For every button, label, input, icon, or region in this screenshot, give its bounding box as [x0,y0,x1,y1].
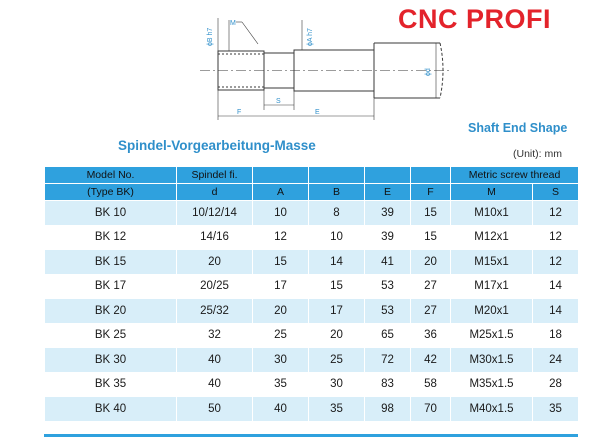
table-cell: 58 [411,372,451,397]
table-cell: 42 [411,348,451,373]
table-row [45,397,579,422]
table-row [45,274,579,299]
table-cell: M25x1.5 [451,323,533,348]
table-cell: BK 17 [45,274,177,299]
page-title: Spindel-Vorgearbeitung-Masse [118,138,316,153]
table-cell: 35 [253,372,309,397]
table-cell: 30 [309,372,365,397]
table-cell: BK 25 [45,323,177,348]
table-cell: 25 [309,348,365,373]
table-cell: 50 [177,397,253,422]
table-row [45,201,579,226]
table-cell: 14/16 [177,225,253,250]
table-cell: BK 15 [45,250,177,275]
header-metric-screw-thread: Metric screw thread [451,167,579,184]
table-cell: 72 [365,348,411,373]
header-model-no: Model No. [45,167,177,184]
label-m: M [230,20,236,27]
table-cell: 12 [253,225,309,250]
table-cell: BK 10 [45,201,177,226]
unit-label: (Unit): mm [513,148,562,160]
table-cell: 15 [253,250,309,275]
header-spindel: Spindel fi. [177,167,253,184]
table-row [45,348,579,373]
table-row [45,299,579,324]
table-cell: M12x1 [451,225,533,250]
table-cell: 10 [309,225,365,250]
table-cell: 53 [365,299,411,324]
table-cell: 25/32 [177,299,253,324]
table-header-row-1 [45,167,579,184]
table-row [45,323,579,348]
table-cell: 83 [365,372,411,397]
table-cell: 12 [533,201,579,226]
table-cell: M35x1.5 [451,372,533,397]
table-cell: 12 [533,250,579,275]
header-empty [309,167,365,184]
table-cell: 27 [411,274,451,299]
table-cell: 53 [365,274,411,299]
table-cell: 15 [309,274,365,299]
header-type-bk: (Type BK) [45,184,177,201]
table-cell: 98 [365,397,411,422]
table-cell: 18 [533,323,579,348]
table-cell: 17 [253,274,309,299]
table-cell: M40x1.5 [451,397,533,422]
table-cell: 41 [365,250,411,275]
table-cell: 70 [411,397,451,422]
table-cell: 35 [309,397,365,422]
spec-table [44,166,579,422]
table-header-row-2 [45,184,579,201]
header-empty [253,167,309,184]
table-cell: M17x1 [451,274,533,299]
table-cell: 36 [411,323,451,348]
table-cell: 32 [177,323,253,348]
table-cell: 20 [411,250,451,275]
table-cell: 17 [309,299,365,324]
header-e: E [365,184,411,201]
header-b: B [309,184,365,201]
shaft-end-drawing [140,10,460,125]
table-cell: BK 30 [45,348,177,373]
label-e: E [315,109,320,116]
table-cell: M30x1.5 [451,348,533,373]
label-a: ϕA h7 [307,28,314,46]
table-cell: 10 [253,201,309,226]
table-cell: M15x1 [451,250,533,275]
label-s: S [276,98,281,105]
table-cell: M10x1 [451,201,533,226]
table-cell: 39 [365,201,411,226]
table-cell: 10/12/14 [177,201,253,226]
table-cell: 15 [411,225,451,250]
table-cell: 14 [309,250,365,275]
table-cell: 28 [533,372,579,397]
table-cell: 25 [253,323,309,348]
table-cell: 40 [177,348,253,373]
label-d: ϕd [425,68,432,76]
table-cell: 8 [309,201,365,226]
table-cell: 12 [533,225,579,250]
label-f: F [237,109,242,116]
table-cell: 20 [177,250,253,275]
header-empty [411,167,451,184]
table-cell: 30 [253,348,309,373]
table-cell: 15 [411,201,451,226]
table-cell: 65 [365,323,411,348]
table-row [45,372,579,397]
table-cell: 14 [533,299,579,324]
table-row [45,225,579,250]
brand-logo: CNC PROFI [398,4,551,34]
table-cell: 40 [253,397,309,422]
header-m: M [451,184,533,201]
table-cell: 14 [533,274,579,299]
header-empty [365,167,411,184]
table-cell: 24 [533,348,579,373]
table-cell: 39 [365,225,411,250]
table-bottom-bar [44,434,578,437]
header-a: A [253,184,309,201]
table-cell: M20x1 [451,299,533,324]
table-cell: BK 12 [45,225,177,250]
shaft-end-shape-label: Shaft End Shape [468,121,568,135]
header-d: d [177,184,253,201]
table-cell: 40 [177,372,253,397]
header-s: S [533,184,579,201]
header-f: F [411,184,451,201]
table-cell: 20 [309,323,365,348]
table-cell: 20 [253,299,309,324]
table-row [45,250,579,275]
table-cell: BK 20 [45,299,177,324]
table-cell: 35 [533,397,579,422]
label-b: ϕB h7 [207,27,214,46]
table-cell: 27 [411,299,451,324]
table-cell: 20/25 [177,274,253,299]
table-cell: BK 35 [45,372,177,397]
table-cell: BK 40 [45,397,177,422]
